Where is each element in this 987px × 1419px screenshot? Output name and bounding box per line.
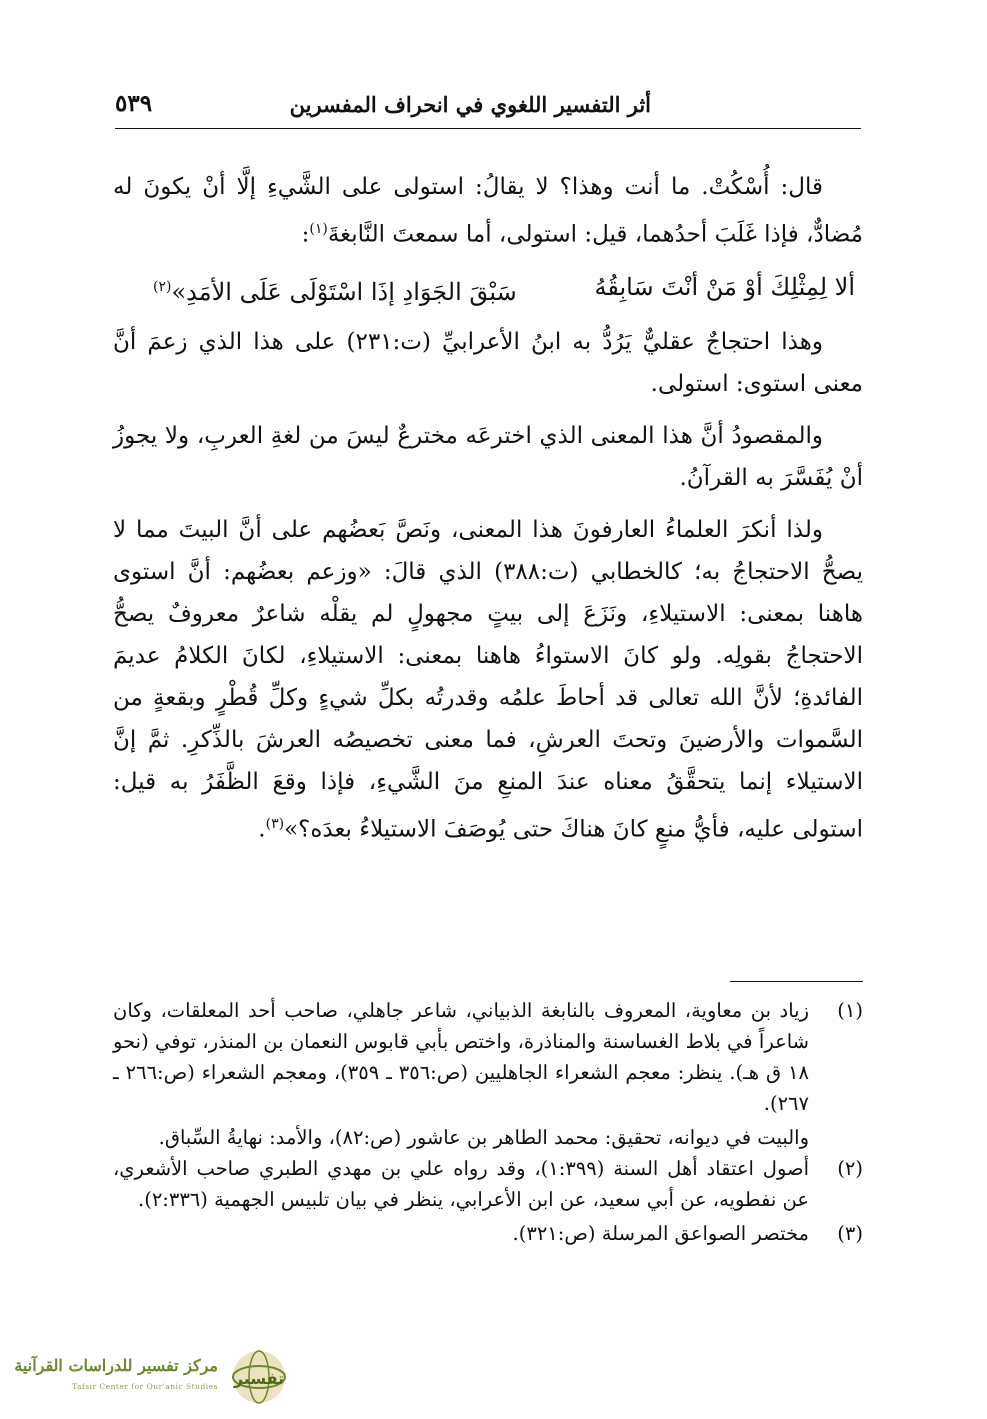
paragraph-1-end: : bbox=[301, 221, 310, 248]
footnote-1-number: (١) bbox=[837, 999, 863, 1022]
footnote-2-text: أصول اعتقاد أهل السنة (١:٣٩٩)، وقد رواه علي بن مهدي الطبري صاحب الأشعري، عن نفطويه، عن أبي سعيد، عن ابن الأعرابي، ينظر في بيان تلبيس الجهمية (٢:٣٣٦). bbox=[113, 1157, 809, 1211]
footnote-1 bbox=[113, 995, 863, 1119]
verse-second-text: سَبْقَ الجَوَادِ إذَا اسْتَوْلَى عَلَى الأمَدِ» bbox=[171, 277, 517, 306]
footnote-ref-2[interactable]: (٢) bbox=[153, 278, 172, 295]
footnote-2 bbox=[113, 1153, 863, 1215]
paragraph-3: والمقصودُ أنَّ هذا المعنى الذي اخترعَه مخترعٌ ليسَ من لغةِ العربِ، ولا يجوزُ أنْ يُفَسَّرَ به القرآنُ. bbox=[113, 422, 863, 491]
footnote-1-text: زياد بن معاوية، المعروف بالنابغة الذبياني، شاعر جاهلي، صاحب أحد المعلقات، وكان شاعراً في بلاط الغساسنة والمناذرة، واختص بأبي قابوس النعمان بن المنذر، توفي (نحو ١٨ ق هـ). ينظر: معجم الشعراء الجاهليين (ص:٣٥٦ ـ ٣٥٩)، ومعجم الشعراء (ص:٢٦٦ ـ ٢٦٧). bbox=[113, 999, 809, 1115]
globe-icon bbox=[228, 1348, 290, 1406]
paragraph-4-end: . bbox=[258, 816, 266, 843]
footnote-ref-1[interactable]: (١) bbox=[309, 221, 328, 237]
poetry-verse bbox=[113, 256, 863, 313]
paragraph-1-text: قال: أُسْكُتْ. ما أنت وهذا؟ لا يقالُ: استولى على الشَّيءِ إلَّا أنْ يكونَ له مُضادٌّ، فإذا غَلَبَ أحدُهما، قيل: استولى، أما سمعتَ النَّابغةَ bbox=[113, 174, 863, 248]
logo-emblem-word: تفسير bbox=[233, 1369, 285, 1388]
main-text bbox=[113, 166, 863, 850]
page-number: ٥٣٩ bbox=[115, 90, 153, 117]
tafsir-center-logo bbox=[10, 1348, 290, 1408]
paragraph-2: وهذا احتجاجٌ عقليٌّ يَرُدُّ به ابنُ الأعرابيِّ (ت:٢٣١) على هذا الذي زعمَ أنَّ معنى استوى: استولى. bbox=[113, 328, 863, 397]
footnote-2-number: (٢) bbox=[837, 1157, 863, 1180]
logo-arabic-text: مركز تفسير للدراسات القرآنية bbox=[14, 1356, 218, 1375]
page-header bbox=[115, 86, 861, 129]
paragraph-1 bbox=[113, 166, 863, 256]
footnote-3-number: (٣) bbox=[837, 1222, 863, 1245]
footnote-3-text: مختصر الصواعق المرسلة (ص:٣٢١). bbox=[512, 1222, 809, 1245]
paragraph-4 bbox=[113, 509, 863, 851]
footnote-1-extra: والبيت في ديوانه، تحقيق: محمد الطاهر بن عاشور (ص:٨٢)، والأمد: نهايةُ السِّباق. bbox=[158, 1126, 809, 1149]
footnote-3 bbox=[113, 1218, 863, 1249]
verse-second-hemistich bbox=[153, 266, 517, 313]
logo-english-text: Tafsir Center for Qur'anic Studies bbox=[72, 1382, 218, 1391]
paragraph-4-text: ولذا أنكرَ العلماءُ العارفونَ هذا المعنى، ونَصَّ بَعضُهم على أنَّ البيتَ مما لا يصحُّ الاحتجاجُ به؛ كالخطابي (ت:٣٨٨) الذي قالَ: «وزعم بعضُهم: أنَّ استوى هاهنا بمعنى: الاستيلاءِ، ونَزَعَ إلى بيتٍ مجهولٍ لم يقلْه شاعرٌ معروفٌ يصحُّ الاحتجاجُ بقولِه. ولو كانَ الاستواءُ هاهنا بمعنى: الاستيلاءِ، لكانَ الكلامُ عديمَ الفائدةِ؛ لأنَّ الله تعالى قد أحاطَ علمُه وقدرتُه بكلِّ شيءٍ وكلِّ قُطْرٍ وبقعةٍ من السَّموات والأرضينَ وتحتَ العرشِ، فما معنى تخصيصُه العرشَ بالذِّكرِ. ثمَّ إنَّ الاستيلاء إنما يتحقَّقُ معناه عندَ المنعِ منَ الشَّيءِ، فإذا وقعَ الظَّفَرُ به قيل: استولى عليه، فأيُّ منعٍ كانَ هناكَ حتى يُوصَفَ الاستيلاءُ بعدَه؟» bbox=[113, 516, 863, 843]
footnote-ref-3[interactable]: (٣) bbox=[265, 815, 285, 832]
verse-first-hemistich: ألا لِمِثْلِكَ أوْ مَنْ أنْتَ سَابِقُهُ bbox=[594, 272, 855, 301]
footnote-separator bbox=[730, 981, 863, 982]
footnotes bbox=[113, 995, 863, 1252]
page-title: أثر التفسير اللغوي في انحراف المفسرين bbox=[289, 92, 651, 117]
